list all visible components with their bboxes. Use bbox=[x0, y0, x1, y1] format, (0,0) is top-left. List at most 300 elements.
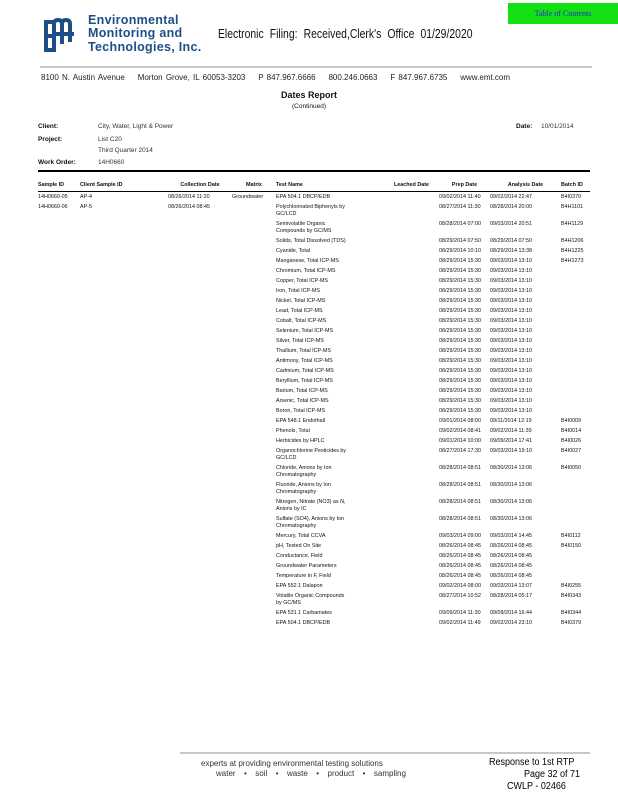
cell-client-sample-id: AP-5 bbox=[80, 203, 92, 210]
cell-sample-id bbox=[38, 516, 80, 530]
cell-batch-id: B4H1129 bbox=[561, 220, 584, 227]
cell-batch-id: B4I0343 bbox=[561, 592, 582, 599]
cell-matrix bbox=[232, 248, 276, 255]
cell-matrix bbox=[232, 358, 276, 365]
cell-batch-id: B4H1206 bbox=[561, 237, 584, 244]
client-value: City, Water, Light & Power bbox=[98, 123, 174, 130]
cell-prep-date: 09/02/2014 08:41 bbox=[439, 427, 481, 434]
cell-prep-date: 08/27/2014 17:30 bbox=[439, 447, 481, 454]
table-row bbox=[38, 219, 590, 236]
table-row bbox=[38, 396, 590, 406]
cell-prep-date: 08/29/2014 15:30 bbox=[439, 277, 481, 284]
cell-sample-id bbox=[38, 221, 80, 235]
cell-analysis-date: 09/03/2014 13:10 bbox=[490, 337, 532, 344]
cell-sample-id bbox=[38, 563, 80, 570]
cell-matrix bbox=[232, 238, 276, 245]
cell-analysis-date: 08/30/2014 13:06 bbox=[490, 464, 532, 471]
cell-client-sample-id bbox=[80, 448, 168, 462]
cell-collection-date: 08/26/2014 11:20 bbox=[168, 193, 210, 200]
cell-batch-id: B4I0027 bbox=[561, 447, 582, 454]
cell-client-sample-id bbox=[80, 553, 168, 560]
cell-collection-date bbox=[168, 238, 232, 245]
cell-batch-id: B4I0050 bbox=[561, 464, 582, 471]
cell-leached-date bbox=[384, 398, 439, 405]
cell-test-name: Cyanide, Total bbox=[276, 247, 311, 254]
cell-leached-date bbox=[384, 573, 439, 580]
cell-leached-date bbox=[384, 308, 439, 315]
work-order-value: 14H0660 bbox=[98, 159, 125, 166]
cell-leached-date bbox=[384, 583, 439, 590]
cell-leached-date bbox=[384, 348, 439, 355]
date-value: 10/01/2014 bbox=[541, 123, 574, 130]
cell-client-sample-id bbox=[80, 258, 168, 265]
cell-batch-id bbox=[561, 516, 590, 530]
cell-batch-id bbox=[561, 278, 590, 285]
cell-analysis-date: 09/03/2014 13:07 bbox=[490, 582, 532, 589]
cell-batch-id: B4I0150 bbox=[561, 542, 582, 549]
cell-sample-id bbox=[38, 318, 80, 325]
cell-leached-date bbox=[384, 593, 439, 607]
cell-sample-id bbox=[38, 268, 80, 275]
cell-leached-date bbox=[384, 238, 439, 245]
cell-collection-date bbox=[168, 438, 232, 445]
page-number: Page 32 of 71 bbox=[524, 769, 581, 780]
cell-matrix bbox=[232, 448, 276, 462]
table-row bbox=[38, 463, 590, 480]
cell-test-name: Thallium, Total ICP-MS bbox=[276, 347, 332, 354]
cell-leached-date bbox=[384, 620, 439, 627]
cell-collection-date bbox=[168, 398, 232, 405]
column-header-test-name: Test Name bbox=[276, 182, 303, 188]
cell-sample-id bbox=[38, 573, 80, 580]
cell-prep-date: 08/28/2014 08:51 bbox=[439, 464, 481, 471]
cell-test-name: Nitrogen, Nitrate (NO3) as N, Anions by IC bbox=[276, 498, 346, 512]
table-row bbox=[38, 416, 590, 426]
cell-sample-id bbox=[38, 438, 80, 445]
cell-sample-id bbox=[38, 408, 80, 415]
cell-batch-id bbox=[561, 378, 590, 385]
cell-batch-id bbox=[561, 563, 590, 570]
company-name-line2: Monitoring and bbox=[88, 26, 183, 40]
cell-sample-id bbox=[38, 288, 80, 295]
cell-prep-date: 08/29/2014 15:30 bbox=[439, 407, 481, 414]
cell-collection-date bbox=[168, 620, 232, 627]
cell-sample-id bbox=[38, 620, 80, 627]
column-header-analysis-date: Analysis Date bbox=[507, 182, 544, 188]
cell-sample-id bbox=[38, 482, 80, 496]
cell-matrix bbox=[232, 308, 276, 315]
cell-collection-date bbox=[168, 288, 232, 295]
address-line: 8100 N. Austin Avenue Morton Grove, IL 60053-3203 P 847.967.6666 800.246.0663 F 847.967.6735 www.emt.com bbox=[41, 73, 511, 82]
cell-client-sample-id bbox=[80, 248, 168, 255]
table-row bbox=[38, 286, 590, 296]
cell-sample-id bbox=[38, 448, 80, 462]
table-row bbox=[38, 366, 590, 376]
cell-leached-date bbox=[384, 358, 439, 365]
company-name-line1: Environmental bbox=[88, 13, 179, 27]
cell-analysis-date: 09/03/2014 13:10 bbox=[490, 267, 532, 274]
cell-test-name: Copper, Total ICP-MS bbox=[276, 277, 329, 284]
cell-batch-id bbox=[561, 268, 590, 275]
cell-test-name: Sulfate (SO4), Anions by Ion Chromatography bbox=[276, 515, 345, 529]
cell-batch-id bbox=[561, 298, 590, 305]
table-row bbox=[38, 480, 590, 497]
cell-test-name: Silver, Total ICP-MS bbox=[276, 337, 324, 344]
cell-client-sample-id bbox=[80, 221, 168, 235]
cell-matrix bbox=[232, 388, 276, 395]
emt-logo-icon bbox=[40, 16, 78, 54]
cell-test-name: EPA 531.1 Carbamates bbox=[276, 609, 332, 616]
cell-leached-date bbox=[384, 438, 439, 445]
response-stamp: Response to 1st RTP bbox=[489, 757, 575, 768]
cell-test-name: Manganese, Total ICP-MS bbox=[276, 257, 339, 264]
cell-prep-date: 08/29/2014 15:30 bbox=[439, 327, 481, 334]
cell-matrix bbox=[232, 516, 276, 530]
table-row bbox=[38, 336, 590, 346]
cell-matrix bbox=[232, 378, 276, 385]
cell-analysis-date: 08/26/2014 08:45 bbox=[490, 552, 532, 559]
cell-matrix bbox=[232, 348, 276, 355]
cell-batch-id bbox=[561, 482, 590, 496]
cell-collection-date bbox=[168, 388, 232, 395]
cell-sample-id bbox=[38, 593, 80, 607]
cell-collection-date bbox=[168, 499, 232, 513]
cell-matrix bbox=[232, 533, 276, 540]
cell-client-sample-id bbox=[80, 543, 168, 550]
cell-matrix bbox=[232, 593, 276, 607]
cell-collection-date bbox=[168, 516, 232, 530]
dates-table bbox=[38, 181, 590, 628]
cell-collection-date bbox=[168, 583, 232, 590]
cell-batch-id bbox=[561, 499, 590, 513]
cell-analysis-date: 09/03/2014 13:10 bbox=[490, 347, 532, 354]
table-row bbox=[38, 436, 590, 446]
table-row bbox=[38, 246, 590, 256]
cell-collection-date bbox=[168, 610, 232, 617]
cell-client-sample-id bbox=[80, 499, 168, 513]
cell-prep-date: 09/02/2014 08:00 bbox=[439, 582, 481, 589]
cell-batch-id: B4I0344 bbox=[561, 609, 582, 616]
cell-sample-id bbox=[38, 465, 80, 479]
cell-leached-date bbox=[384, 378, 439, 385]
table-row bbox=[38, 266, 590, 276]
cell-prep-date: 08/29/2014 15:30 bbox=[439, 267, 481, 274]
table-row bbox=[38, 608, 590, 618]
table-row bbox=[38, 541, 590, 551]
cell-matrix bbox=[232, 408, 276, 415]
cell-client-sample-id bbox=[80, 563, 168, 570]
cell-prep-date: 08/29/2014 15:30 bbox=[439, 317, 481, 324]
cell-collection-date bbox=[168, 258, 232, 265]
cell-test-name: Solids, Total Dissolved (TDS) bbox=[276, 237, 346, 244]
cell-test-name: Cadmium, Total ICP-MS bbox=[276, 367, 334, 374]
cell-test-name: Polychlorinated Biphenyls by GC/LCD bbox=[276, 203, 345, 217]
cell-sample-id bbox=[38, 378, 80, 385]
cell-client-sample-id bbox=[80, 238, 168, 245]
cell-test-name: Phenols, Total bbox=[276, 427, 310, 434]
cell-matrix bbox=[232, 221, 276, 235]
cell-analysis-date: 09/09/2014 17:41 bbox=[490, 437, 532, 444]
cell-prep-date: 08/29/2014 15:30 bbox=[439, 337, 481, 344]
company-name-line3: Technologies, Inc. bbox=[88, 40, 202, 54]
cell-batch-id bbox=[561, 318, 590, 325]
cell-collection-date bbox=[168, 408, 232, 415]
cell-batch-id bbox=[561, 348, 590, 355]
cell-client-sample-id bbox=[80, 398, 168, 405]
cell-analysis-date: 09/02/2014 23:10 bbox=[490, 619, 532, 626]
cell-sample-id bbox=[38, 348, 80, 355]
cell-batch-id bbox=[561, 368, 590, 375]
cell-analysis-date: 09/02/2014 11:39 bbox=[490, 427, 532, 434]
cell-collection-date bbox=[168, 482, 232, 496]
table-row bbox=[38, 426, 590, 436]
table-row bbox=[38, 618, 590, 628]
date-label: Date: bbox=[516, 123, 533, 130]
cell-client-sample-id bbox=[80, 516, 168, 530]
cell-sample-id bbox=[38, 258, 80, 265]
cell-matrix bbox=[232, 338, 276, 345]
cell-prep-date: 08/28/2014 08:51 bbox=[439, 515, 481, 522]
cell-client-sample-id: AP-4 bbox=[80, 193, 92, 200]
cell-collection-date bbox=[168, 348, 232, 355]
footer-divider bbox=[180, 752, 590, 754]
cell-prep-date: 09/01/2014 10:00 bbox=[439, 437, 481, 444]
cell-analysis-date: 08/26/2014 08:45 bbox=[490, 562, 532, 569]
table-body bbox=[38, 192, 590, 628]
cell-leached-date bbox=[384, 533, 439, 540]
cell-leached-date bbox=[384, 318, 439, 325]
cell-analysis-date: 09/03/2014 13:10 bbox=[490, 327, 532, 334]
cell-test-name: Volatile Organic Compounds by GC/MS bbox=[276, 592, 345, 606]
cell-collection-date: 08/26/2014 08:45 bbox=[168, 203, 210, 210]
cell-collection-date bbox=[168, 563, 232, 570]
project-value: List C20 bbox=[98, 136, 122, 143]
cell-leached-date bbox=[384, 338, 439, 345]
cell-matrix bbox=[232, 368, 276, 375]
cell-matrix: Groundwater bbox=[232, 193, 264, 200]
cell-client-sample-id bbox=[80, 482, 168, 496]
cell-client-sample-id bbox=[80, 465, 168, 479]
cell-test-name: Arsenic, Total ICP-MS bbox=[276, 397, 329, 404]
cell-leached-date bbox=[384, 248, 439, 255]
table-row bbox=[38, 256, 590, 266]
cell-client-sample-id bbox=[80, 418, 168, 425]
cell-analysis-date: 09/03/2014 20:51 bbox=[490, 220, 532, 227]
cell-matrix bbox=[232, 278, 276, 285]
footer-tagline: experts at providing environmental testing solutions bbox=[201, 759, 383, 768]
table-row bbox=[38, 497, 590, 514]
cell-test-name: EPA 504.1 DBCP/EDB bbox=[276, 193, 331, 200]
work-order-label: Work Order: bbox=[38, 159, 76, 166]
cell-batch-id bbox=[561, 338, 590, 345]
cell-client-sample-id bbox=[80, 593, 168, 607]
cell-sample-id bbox=[38, 499, 80, 513]
cell-test-name: Cobalt, Total ICP-MS bbox=[276, 317, 327, 324]
cell-prep-date: 08/29/2014 15:30 bbox=[439, 347, 481, 354]
cell-leached-date bbox=[384, 516, 439, 530]
column-header-batch-id: Batch ID bbox=[561, 182, 583, 188]
cell-test-name: EPA 548.1 Endothall bbox=[276, 417, 326, 424]
cell-prep-date: 08/29/2014 07:50 bbox=[439, 237, 481, 244]
cell-batch-id: B4I0112 bbox=[561, 532, 581, 539]
cell-collection-date bbox=[168, 358, 232, 365]
cell-sample-id bbox=[38, 248, 80, 255]
table-row bbox=[38, 406, 590, 416]
cell-collection-date bbox=[168, 448, 232, 462]
cell-collection-date bbox=[168, 328, 232, 335]
cell-batch-id: B4H1273 bbox=[561, 257, 584, 264]
cell-matrix bbox=[232, 553, 276, 560]
cell-prep-date: 08/26/2014 08:45 bbox=[439, 542, 481, 549]
cell-sample-id bbox=[38, 338, 80, 345]
cell-collection-date bbox=[168, 418, 232, 425]
cell-collection-date bbox=[168, 465, 232, 479]
cell-prep-date: 08/28/2014 07:00 bbox=[439, 220, 481, 227]
cell-leached-date bbox=[384, 298, 439, 305]
cell-test-name: Antimony, Total ICP-MS bbox=[276, 357, 333, 364]
cell-batch-id bbox=[561, 288, 590, 295]
cell-test-name: Selenium, Total ICP-MS bbox=[276, 327, 334, 334]
table-row bbox=[38, 571, 590, 581]
cell-test-name: Beryllium, Total ICP-MS bbox=[276, 377, 333, 384]
cell-leached-date bbox=[384, 268, 439, 275]
cell-sample-id bbox=[38, 428, 80, 435]
cell-sample-id: 14H0660-06 bbox=[38, 203, 68, 210]
cell-collection-date bbox=[168, 298, 232, 305]
cell-batch-id: B4I0379 bbox=[561, 619, 582, 626]
cell-matrix bbox=[232, 573, 276, 580]
table-row bbox=[38, 514, 590, 531]
cell-sample-id bbox=[38, 533, 80, 540]
table-top-rule bbox=[38, 170, 590, 172]
cell-matrix bbox=[232, 328, 276, 335]
cell-sample-id bbox=[38, 610, 80, 617]
cell-client-sample-id bbox=[80, 583, 168, 590]
filing-stamp: Electronic Filing: Received,Clerk's Office 01/29/2020 bbox=[218, 26, 473, 41]
table-row bbox=[38, 446, 590, 463]
cell-analysis-date: 09/03/2014 13:10 bbox=[490, 317, 532, 324]
cell-batch-id: B4I0026 bbox=[561, 437, 582, 444]
cell-collection-date bbox=[168, 268, 232, 275]
cell-prep-date: 08/28/2014 08:51 bbox=[439, 481, 481, 488]
cell-test-name: Barium, Total ICP-MS bbox=[276, 387, 328, 394]
cell-client-sample-id bbox=[80, 308, 168, 315]
cell-prep-date: 08/29/2014 15:30 bbox=[439, 287, 481, 294]
cell-client-sample-id bbox=[80, 573, 168, 580]
cell-collection-date bbox=[168, 378, 232, 385]
table-row bbox=[38, 296, 590, 306]
cell-leached-date bbox=[384, 278, 439, 285]
cell-sample-id bbox=[38, 298, 80, 305]
cell-leached-date bbox=[384, 408, 439, 415]
cell-test-name: Herbicides by HPLC bbox=[276, 437, 325, 444]
table-row bbox=[38, 346, 590, 356]
cell-sample-id bbox=[38, 583, 80, 590]
cell-matrix bbox=[232, 288, 276, 295]
cell-test-name: EPA 504.1 DBCP/EDB bbox=[276, 619, 331, 626]
cell-client-sample-id bbox=[80, 388, 168, 395]
table-row bbox=[38, 202, 590, 219]
cell-client-sample-id bbox=[80, 328, 168, 335]
cell-matrix bbox=[232, 583, 276, 590]
cell-leached-date bbox=[384, 194, 439, 201]
cell-test-name: Lead, Total ICP-MS bbox=[276, 307, 323, 314]
cell-leached-date bbox=[384, 610, 439, 617]
cell-analysis-date: 08/30/2014 13:06 bbox=[490, 481, 532, 488]
cell-leached-date bbox=[384, 563, 439, 570]
cell-client-sample-id bbox=[80, 288, 168, 295]
table-row bbox=[38, 386, 590, 396]
cell-sample-id bbox=[38, 398, 80, 405]
table-row bbox=[38, 316, 590, 326]
cell-prep-date: 08/26/2014 08:45 bbox=[439, 572, 481, 579]
cell-matrix bbox=[232, 398, 276, 405]
table-row bbox=[38, 376, 590, 386]
cell-batch-id bbox=[561, 408, 590, 415]
cell-client-sample-id bbox=[80, 278, 168, 285]
cell-test-name: Semivolatile Organic Compounds by GC/MS bbox=[276, 220, 332, 234]
cell-prep-date: 08/29/2014 15:30 bbox=[439, 377, 481, 384]
cell-prep-date: 09/09/2014 11:30 bbox=[439, 609, 481, 616]
cell-test-name: Iron, Total ICP-MS bbox=[276, 287, 320, 294]
cell-leached-date bbox=[384, 368, 439, 375]
cell-client-sample-id bbox=[80, 378, 168, 385]
cell-matrix bbox=[232, 620, 276, 627]
cell-test-name: Conductance, Field bbox=[276, 552, 323, 559]
cell-matrix bbox=[232, 499, 276, 513]
cell-client-sample-id bbox=[80, 338, 168, 345]
cell-batch-id: B4I0014 bbox=[561, 427, 582, 434]
cell-batch-id: B4I0009 bbox=[561, 417, 582, 424]
cell-test-name: EPA 552.1 Dalapon bbox=[276, 582, 323, 589]
table-row bbox=[38, 356, 590, 366]
cell-analysis-date: 09/03/2014 13:10 bbox=[490, 407, 532, 414]
cell-prep-date: 08/29/2014 15:30 bbox=[439, 397, 481, 404]
cell-matrix bbox=[232, 543, 276, 550]
cell-analysis-date: 08/29/2014 13:38 bbox=[490, 247, 532, 254]
cell-sample-id bbox=[38, 368, 80, 375]
cell-collection-date bbox=[168, 308, 232, 315]
cell-matrix bbox=[232, 418, 276, 425]
cell-leached-date bbox=[384, 328, 439, 335]
cell-leached-date bbox=[384, 418, 439, 425]
table-row bbox=[38, 591, 590, 608]
header-divider bbox=[40, 66, 592, 68]
cell-sample-id bbox=[38, 278, 80, 285]
cell-client-sample-id bbox=[80, 348, 168, 355]
cell-collection-date bbox=[168, 553, 232, 560]
column-header-collection-date: Collection Date bbox=[180, 182, 220, 188]
cell-prep-date: 08/29/2014 15:30 bbox=[439, 257, 481, 264]
cell-prep-date: 08/28/2014 08:51 bbox=[439, 498, 481, 505]
table-row bbox=[38, 531, 590, 541]
cell-batch-id: B4H1101 bbox=[561, 203, 584, 210]
cell-client-sample-id bbox=[80, 610, 168, 617]
cell-batch-id bbox=[561, 398, 590, 405]
cell-analysis-date: 08/26/2014 08:45 bbox=[490, 572, 532, 579]
cell-leached-date bbox=[384, 482, 439, 496]
cell-leached-date bbox=[384, 428, 439, 435]
table-row bbox=[38, 276, 590, 286]
cell-collection-date bbox=[168, 533, 232, 540]
table-of-contents-button[interactable]: Table of Contents bbox=[508, 3, 618, 24]
column-header-client-sample-id: Client Sample ID bbox=[80, 182, 123, 188]
cell-prep-date: 09/02/2014 11:40 bbox=[439, 193, 481, 200]
cell-analysis-date: 09/03/2014 13:10 bbox=[490, 367, 532, 374]
cell-analysis-date: 09/02/2014 22:47 bbox=[490, 193, 532, 200]
cell-prep-date: 08/27/2014 10:52 bbox=[439, 592, 481, 599]
cell-matrix bbox=[232, 204, 276, 218]
